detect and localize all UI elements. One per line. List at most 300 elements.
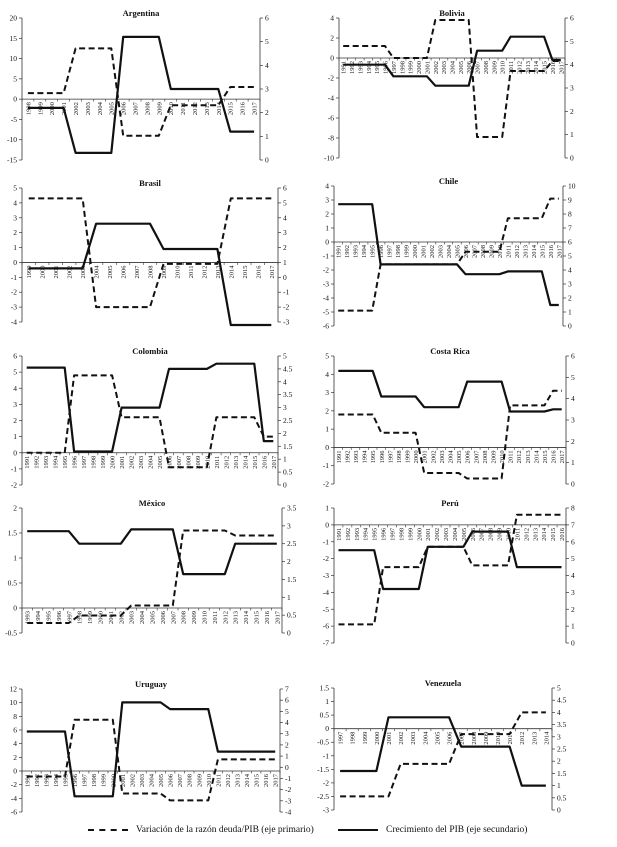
y-tick-label: -2 <box>10 287 17 297</box>
x-tick-label: 1995 <box>369 245 377 258</box>
y2-tick-label: -3 <box>283 317 290 327</box>
x-tick-label: 2004 <box>93 265 101 279</box>
x-tick-label: 2011 <box>215 774 223 787</box>
x-tick-label: 1997 <box>81 455 89 469</box>
y2-tick-label: 1 <box>283 454 287 464</box>
y2-tick-label: 0 <box>283 272 287 282</box>
x-tick-label: 2016 <box>549 61 557 74</box>
x-tick-label: 2012 <box>523 527 531 541</box>
x-tick-label: 2004 <box>446 245 453 258</box>
legend-label-debt: Variación de la razón deuda/PIB (eje primario) <box>136 825 314 835</box>
y-tick-label: 10 <box>9 698 17 708</box>
y2-tick-label: 1 <box>287 592 291 602</box>
x-tick-label: 2015 <box>253 774 261 787</box>
y2-tick-label: 5 <box>557 683 561 693</box>
x-tick-label: 2013 <box>531 731 539 745</box>
x-tick-label: 1997 <box>389 527 397 541</box>
y2-tick-label: 3 <box>283 403 287 413</box>
x-tick-label: 2004 <box>449 61 457 74</box>
x-tick-label: 2013 <box>232 611 240 624</box>
x-tick-label: 2001 <box>119 455 127 469</box>
y-tick-label: 0 <box>13 603 17 613</box>
x-tick-label: 2010 <box>168 102 176 116</box>
y2-tick-label: 3.5 <box>283 390 293 400</box>
y-tick-label: 6 <box>13 351 17 361</box>
x-tick-label: 2009 <box>496 527 504 541</box>
x-tick-label: 2005 <box>434 731 442 745</box>
y2-tick-label: 5 <box>285 706 289 716</box>
x-tick-label: 2017 <box>270 455 278 469</box>
x-tick-label: 1996 <box>55 611 63 624</box>
y-tick-label: -1.5 <box>317 764 329 774</box>
y-tick-label: -6 <box>322 321 329 331</box>
x-tick-label: 2002 <box>73 102 81 116</box>
chart-panel <box>323 498 575 648</box>
y-tick-label: 3 <box>325 195 329 205</box>
y-tick-label: 2 <box>13 228 17 238</box>
y2-tick-label: 0 <box>285 762 289 772</box>
y-tick-label: -2 <box>322 265 329 275</box>
x-tick-label: 2012 <box>192 102 200 116</box>
y-tick-label: -2 <box>10 780 17 790</box>
x-tick-label: 2012 <box>201 265 209 279</box>
y2-tick-label: -1 <box>285 773 292 783</box>
y-tick-label: 0 <box>325 442 329 452</box>
x-tick-label: 2014 <box>215 102 223 116</box>
y2-tick-label: 7 <box>285 684 289 694</box>
x-tick-label: 2003 <box>128 611 136 624</box>
chart-panel <box>323 176 576 331</box>
x-tick-label: 2010 <box>496 245 504 259</box>
x-tick-label: 2006 <box>469 527 477 541</box>
chart-title: Perú <box>441 498 459 508</box>
y2-tick-label: 8 <box>571 503 575 513</box>
y-tick-label: 1.5 <box>319 683 329 693</box>
x-tick-label: 2003 <box>84 102 92 116</box>
y2-tick-label: -1 <box>283 287 290 297</box>
x-tick-label: 2004 <box>96 102 104 116</box>
y-tick-label: -3 <box>322 279 329 289</box>
x-tick-label: 2007 <box>478 527 486 541</box>
y-tick-label: 0 <box>13 94 17 104</box>
y-tick-label: 1 <box>13 432 17 442</box>
y2-tick-label: 9 <box>568 195 572 205</box>
gdp-growth-line <box>27 364 274 452</box>
y2-tick-label: 2 <box>285 740 289 750</box>
y-tick-label: -4 <box>322 587 329 597</box>
y-tick-label: 3 <box>13 213 17 223</box>
x-tick-label: 1999 <box>87 611 95 624</box>
y-tick-label: 20 <box>9 13 17 23</box>
x-tick-label: 2007 <box>175 455 183 469</box>
y-tick-label: 0 <box>325 237 329 247</box>
y2-tick-label: 5 <box>283 198 287 208</box>
x-tick-label: 2000 <box>49 102 57 116</box>
x-tick-label: 2008 <box>144 102 152 116</box>
x-tick-label: 2015 <box>550 527 558 541</box>
y2-tick-label: 3 <box>570 83 574 93</box>
x-tick-label: 2005 <box>156 455 164 469</box>
y2-tick-label: 1.5 <box>287 574 297 584</box>
legend-dash-swatch <box>88 829 128 831</box>
y2-tick-label: 4 <box>557 707 561 717</box>
x-tick-label: 2000 <box>416 61 424 74</box>
x-tick-label: 1991 <box>335 450 343 464</box>
y-tick-label: 3 <box>325 388 329 398</box>
x-tick-label: 1999 <box>26 265 34 279</box>
x-tick-label: 1998 <box>399 61 407 74</box>
x-tick-label: 1991 <box>340 61 348 74</box>
y2-tick-label: 1 <box>570 130 574 140</box>
y-tick-label: 1 <box>13 243 17 253</box>
x-tick-label: 2004 <box>148 774 156 787</box>
y2-tick-label: 6 <box>283 183 287 193</box>
y2-tick-label: 0 <box>283 480 287 490</box>
x-tick-label: 2015 <box>539 245 547 258</box>
x-tick-label: 2015 <box>251 455 259 469</box>
y2-tick-label: 2 <box>571 436 575 446</box>
x-tick-label: 2007 <box>471 245 479 258</box>
chart-panel <box>317 678 567 815</box>
x-tick-label: 2005 <box>457 61 465 74</box>
x-tick-label: 1994 <box>361 245 369 258</box>
x-tick-label: 2005 <box>456 450 464 464</box>
y2-tick-label: 6 <box>265 13 269 23</box>
y-tick-label: 2 <box>13 416 17 425</box>
chart-panel <box>10 679 292 817</box>
x-tick-label: 1998 <box>349 731 357 745</box>
x-tick-label: 2006 <box>159 611 167 624</box>
x-tick-label: 2017 <box>558 61 566 74</box>
x-tick-label: 1993 <box>43 774 51 787</box>
x-tick-label: 2016 <box>239 102 247 116</box>
y2-tick-label: 2.5 <box>557 744 567 754</box>
x-tick-label: 1999 <box>361 731 369 745</box>
y-tick-label: 5 <box>325 351 329 361</box>
x-tick-label: 2002 <box>432 61 440 74</box>
x-tick-label: 2009 <box>482 731 490 745</box>
x-tick-label: 2016 <box>263 774 271 787</box>
y2-tick-label: -2 <box>283 302 290 312</box>
x-tick-label: 2011 <box>187 265 195 279</box>
y2-tick-label: 1 <box>568 307 572 317</box>
y2-tick-label: 4 <box>265 60 269 70</box>
chart-panel <box>11 178 290 327</box>
x-tick-label: 2000 <box>373 731 381 745</box>
x-tick-label: 2016 <box>263 611 271 624</box>
y2-tick-label: 2 <box>265 108 269 118</box>
x-tick-label: 1991 <box>335 245 343 258</box>
x-tick-label: 1998 <box>91 774 99 787</box>
x-tick-label: 2000 <box>110 774 118 787</box>
x-tick-label: 2017 <box>559 450 567 464</box>
y-tick-label: 0 <box>325 724 329 734</box>
x-tick-label: 2010 <box>205 774 213 787</box>
x-tick-label: 1997 <box>81 774 89 787</box>
x-tick-label: 1993 <box>43 455 51 469</box>
y-tick-label: 4 <box>330 13 334 23</box>
x-tick-label: 2012 <box>224 774 232 787</box>
x-tick-label: 2016 <box>255 265 263 279</box>
x-tick-label: 2007 <box>474 61 482 74</box>
x-tick-label: 2010 <box>499 450 507 464</box>
x-tick-label: 2013 <box>234 774 242 787</box>
x-tick-label: 1997 <box>66 611 74 624</box>
x-tick-label: 1995 <box>370 450 378 464</box>
x-tick-label: 1998 <box>398 527 406 541</box>
y2-tick-label: 6 <box>568 237 572 247</box>
x-tick-label: 2002 <box>66 265 74 279</box>
x-tick-label: 1995 <box>62 455 70 469</box>
y2-tick-label: 2 <box>570 106 574 116</box>
y-tick-label: 4 <box>325 181 329 191</box>
y-tick-label: -6 <box>327 113 334 123</box>
y-tick-label: -4 <box>10 317 17 327</box>
y2-tick-label: 2.5 <box>283 416 293 425</box>
x-tick-label: 2017 <box>251 102 259 116</box>
x-tick-label: 2013 <box>522 245 530 258</box>
y2-tick-label: 5 <box>265 37 269 47</box>
x-tick-label: 2001 <box>424 61 432 74</box>
y-tick-label: 5 <box>13 74 17 84</box>
x-tick-label: 2017 <box>272 774 280 787</box>
x-tick-label: 1998 <box>76 611 84 624</box>
y-tick-label: -6 <box>322 621 329 631</box>
x-tick-label: 2009 <box>490 450 498 464</box>
x-tick-label: 1996 <box>378 450 386 464</box>
x-tick-label: 2006 <box>120 102 128 116</box>
legend-solid-swatch <box>338 829 378 831</box>
y-tick-label: -2 <box>327 73 334 83</box>
y2-tick-label: 2 <box>283 243 287 253</box>
x-tick-label: 2009 <box>196 774 204 787</box>
chart-title: Colombia <box>132 346 168 356</box>
x-tick-label: 2004 <box>147 455 155 469</box>
x-tick-label: 2003 <box>441 61 449 74</box>
y2-tick-label: 0 <box>287 628 291 638</box>
x-tick-label: 2009 <box>194 455 202 469</box>
legend <box>0 823 617 843</box>
y2-tick-label: 2 <box>287 557 291 567</box>
debt-ratio-line <box>29 198 272 307</box>
x-tick-label: 2006 <box>167 774 175 787</box>
x-tick-label: 2002 <box>129 774 137 787</box>
x-tick-label: 1998 <box>90 455 98 469</box>
x-tick-label: 2008 <box>186 774 194 787</box>
x-tick-label: 1996 <box>378 245 386 258</box>
x-tick-label: 2008 <box>180 611 188 624</box>
y-tick-label: 4 <box>13 198 17 208</box>
x-tick-label: 2008 <box>482 61 490 74</box>
x-tick-label: 1992 <box>344 245 352 258</box>
x-tick-label: 2002 <box>398 731 406 745</box>
x-tick-label: 2007 <box>458 731 466 745</box>
x-tick-label: 2017 <box>556 245 564 258</box>
x-tick-label: 2009 <box>156 102 164 116</box>
y2-tick-label: 7 <box>568 223 572 233</box>
x-tick-label: 2000 <box>97 611 105 624</box>
y2-tick-label: 3 <box>287 521 291 531</box>
y-tick-label: 0 <box>13 448 17 458</box>
x-tick-label: 2016 <box>559 527 567 541</box>
x-tick-label: 1999 <box>407 61 415 74</box>
debt-ratio-line <box>335 391 561 479</box>
x-tick-label: 2005 <box>460 527 468 541</box>
y-tick-label: -3 <box>322 805 329 815</box>
x-tick-label: 1997 <box>386 245 394 258</box>
y-tick-label: 0.5 <box>7 578 17 588</box>
y2-tick-label: 1 <box>557 781 561 791</box>
x-tick-label: 1999 <box>100 455 108 469</box>
y2-tick-label: 5 <box>283 351 287 361</box>
y2-tick-label: 1.5 <box>283 441 293 451</box>
y2-tick-label: 4 <box>571 571 575 580</box>
x-tick-label: 2007 <box>134 265 142 279</box>
y2-tick-label: 0 <box>570 153 574 163</box>
x-tick-label: 1994 <box>52 774 60 787</box>
x-tick-label: 2002 <box>118 611 126 624</box>
y2-tick-label: 3 <box>568 279 572 289</box>
x-tick-label: 2005 <box>108 102 116 116</box>
x-tick-label: 2008 <box>185 455 193 469</box>
x-tick-label: 2004 <box>139 611 147 624</box>
x-tick-label: 2011 <box>505 245 513 258</box>
y2-tick-label: 0.5 <box>287 610 297 620</box>
x-tick-label: 2000 <box>413 450 421 464</box>
x-tick-label: 2003 <box>410 731 418 745</box>
x-tick-label: 2003 <box>443 527 451 541</box>
x-tick-label: 2001 <box>53 265 61 279</box>
y-tick-label: -1 <box>322 251 329 261</box>
y-tick-label: -5 <box>322 307 329 317</box>
y2-tick-label: -2 <box>285 785 292 795</box>
x-tick-label: 2011 <box>211 611 219 624</box>
y-tick-label: 4 <box>13 383 17 393</box>
x-tick-label: 2000 <box>39 265 47 279</box>
y-tick-label: -7 <box>322 638 329 648</box>
x-tick-label: 2014 <box>541 527 549 541</box>
x-tick-label: 2009 <box>191 611 199 624</box>
y-tick-label: -10 <box>324 153 334 163</box>
y-tick-label: -0.5 <box>5 628 17 638</box>
x-tick-label: 1992 <box>349 61 357 74</box>
y-tick-label: 0 <box>325 520 329 530</box>
y2-tick-label: 4 <box>285 718 289 728</box>
x-tick-label: 2013 <box>232 455 240 469</box>
x-tick-label: 2010 <box>174 265 182 279</box>
y-tick-label: -4 <box>327 93 334 103</box>
x-tick-label: 2008 <box>487 527 495 541</box>
x-tick-label: 2004 <box>447 450 455 464</box>
x-tick-label: 2007 <box>473 450 481 464</box>
y2-tick-label: 1 <box>285 751 289 761</box>
x-tick-label: 1995 <box>62 774 70 787</box>
x-tick-label: 1998 <box>395 450 403 464</box>
x-tick-label: 2006 <box>464 450 472 464</box>
gdp-growth-line <box>338 371 561 412</box>
x-tick-label: 2003 <box>437 245 445 258</box>
x-tick-label: 2004 <box>451 527 459 541</box>
x-tick-label: 1999 <box>37 102 45 116</box>
x-tick-label: 1993 <box>353 527 361 541</box>
y-tick-label: 15 <box>9 33 17 43</box>
x-tick-label: 2012 <box>519 731 527 745</box>
x-tick-label: 2008 <box>481 450 489 464</box>
y-tick-label: -15 <box>7 155 17 165</box>
y-tick-label: -0.5 <box>317 737 329 747</box>
y2-tick-label: 0 <box>571 638 575 648</box>
y2-tick-label: 0.5 <box>557 793 567 803</box>
y-tick-label: -4 <box>10 793 17 803</box>
x-tick-label: 2016 <box>261 455 269 469</box>
y-tick-label: 1 <box>13 553 17 563</box>
y2-tick-label: 4 <box>283 213 287 223</box>
x-tick-label: 2003 <box>138 455 146 469</box>
x-tick-label: 1995 <box>371 527 379 541</box>
x-tick-label: 2002 <box>429 245 437 258</box>
x-tick-label: 2012 <box>222 611 230 624</box>
y-tick-label: 0 <box>13 766 17 776</box>
x-tick-label: 2003 <box>438 450 446 464</box>
x-tick-label: 1991 <box>24 455 32 469</box>
y-tick-label: -2 <box>322 778 329 788</box>
chart-panel <box>7 8 269 165</box>
y-tick-label: 1 <box>325 424 329 434</box>
y2-tick-label: 2 <box>557 756 561 766</box>
y-tick-label: 1 <box>325 503 329 513</box>
legend-label-growth: Crecimiento del PIB (eje secundario) <box>386 825 528 835</box>
x-tick-label: 2015 <box>253 611 261 624</box>
x-tick-label: 1994 <box>365 61 373 74</box>
x-tick-label: 2006 <box>462 245 470 258</box>
x-tick-label: 2010 <box>201 611 209 624</box>
y-tick-label: -5 <box>10 114 17 124</box>
legend-item-debt <box>88 825 314 835</box>
x-tick-label: 1992 <box>33 774 41 787</box>
x-tick-label: 2006 <box>466 61 474 74</box>
x-tick-label: 2011 <box>213 455 221 469</box>
y-tick-label: -5 <box>322 604 329 614</box>
y-tick-label: 0 <box>330 53 334 63</box>
x-tick-label: 2012 <box>513 245 521 258</box>
chart-title: Argentina <box>122 8 160 18</box>
y-tick-label: -2 <box>322 479 329 489</box>
y2-tick-label: 4.5 <box>283 364 293 374</box>
y-tick-label: -1 <box>322 537 329 547</box>
y-tick-label: 12 <box>9 684 17 694</box>
x-tick-label: 2011 <box>507 450 515 464</box>
y2-tick-label: 4 <box>570 60 574 70</box>
x-tick-label: 2014 <box>228 265 236 279</box>
y2-tick-label: 6 <box>571 537 575 547</box>
x-tick-label: 2009 <box>160 265 168 279</box>
x-tick-label: 1998 <box>395 245 403 258</box>
x-tick-label: 2006 <box>446 731 454 745</box>
y-tick-label: 0.5 <box>319 710 329 720</box>
y2-tick-label: 8 <box>568 209 572 219</box>
x-tick-label: 2001 <box>107 611 115 624</box>
x-tick-label: 2005 <box>454 245 462 258</box>
x-tick-label: 2011 <box>180 102 188 115</box>
x-tick-label: 2015 <box>227 102 235 116</box>
y-tick-label: -4 <box>322 293 329 303</box>
x-tick-label: 2012 <box>516 450 524 464</box>
y-tick-label: 2 <box>325 406 329 416</box>
y-tick-label: -3 <box>322 571 329 580</box>
chart-panel <box>11 346 293 490</box>
x-tick-label: 2013 <box>214 265 222 279</box>
x-tick-label: 2000 <box>412 245 420 258</box>
